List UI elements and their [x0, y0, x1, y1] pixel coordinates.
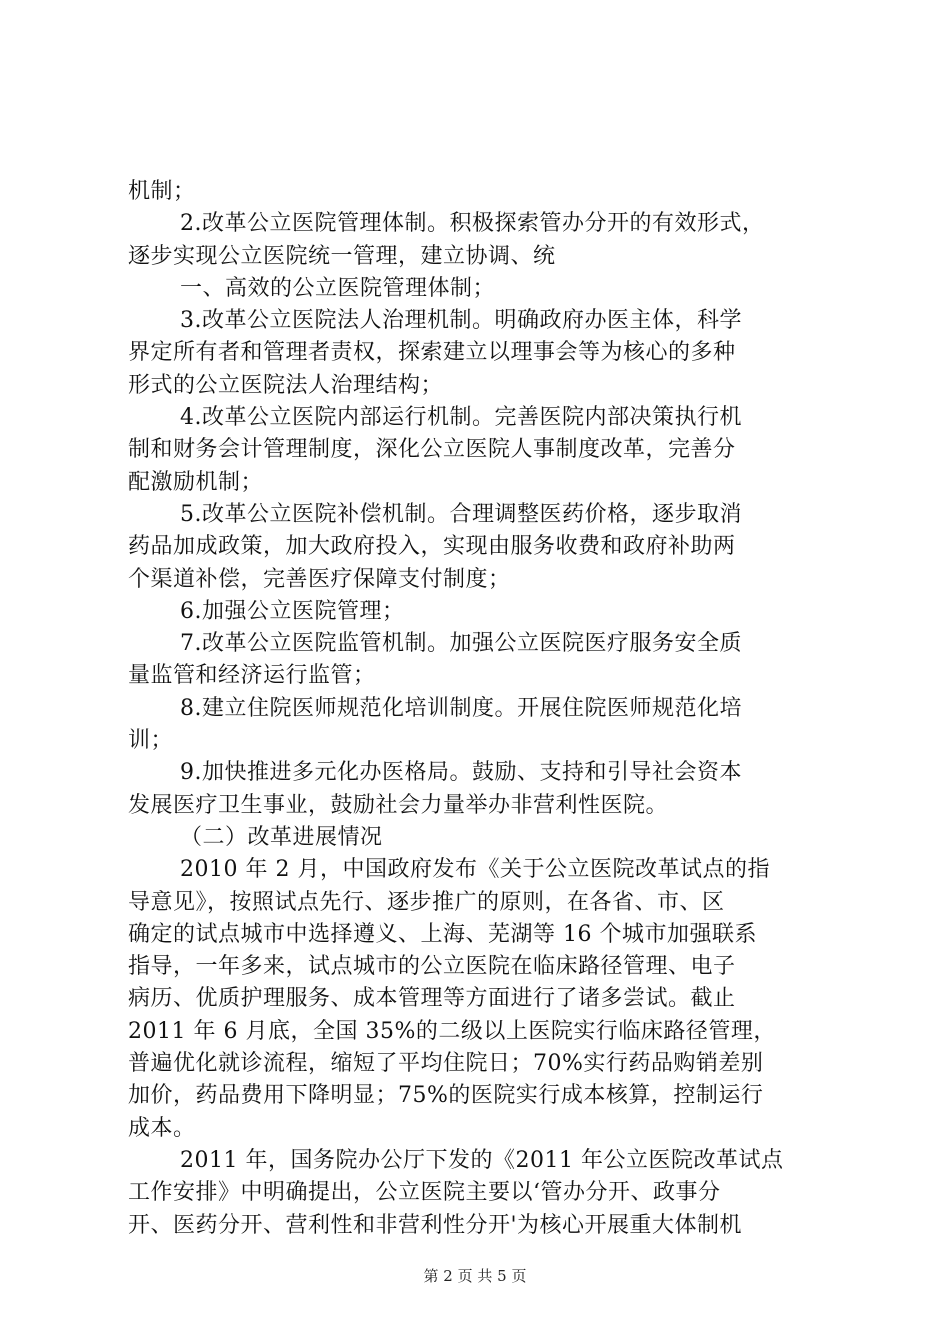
- document-body: [128, 176, 828, 1242]
- text-line: （二）改革进展情况: [180, 824, 383, 850]
- text-line: 训；: [128, 728, 174, 754]
- text-line: 8.建立住院医师规范化培训制度。开展住院医师规范化培: [180, 695, 742, 721]
- text-line: 配激励机制；: [128, 469, 264, 495]
- text-line: 形式的公立医院法人治理结构；: [128, 372, 444, 398]
- text-line: 普遍优化就诊流程，缩短了平均住院日；70%实行药品购销差别: [128, 1051, 764, 1077]
- text-line: 机制；: [128, 179, 196, 204]
- text-line: 病历、优质护理服务、成本管理等方面进行了诸多尝试。截止: [128, 986, 736, 1012]
- text-line: 7.改革公立医院监管机制。加强公立医院医疗服务安全质: [180, 631, 742, 657]
- text-line: 一、高效的公立医院管理体制；: [180, 275, 496, 301]
- text-line: 个渠道补偿，完善医疗保障支付制度；: [128, 566, 511, 592]
- text-line: 量监管和经济运行监管；: [128, 663, 376, 689]
- text-line: 9.加快推进多元化办医格局。鼓励、支持和引导社会资本: [180, 760, 742, 786]
- text-line: 6.加强公立医院管理；: [180, 598, 405, 624]
- text-line: 4.改革公立医院内部运行机制。完善医院内部决策执行机: [180, 405, 742, 431]
- text-line: 5.改革公立医院补偿机制。合理调整医药价格，逐步取消: [180, 501, 742, 527]
- text-line: 逐步实现公立医院统一管理，建立协调、统: [128, 243, 556, 269]
- text-line: 工作安排》中明确提出，公立医院主要以‘管办分开、政事分: [128, 1180, 721, 1206]
- text-line: 指导，一年多来，试点城市的公立医院在临床路径管理、电子: [128, 954, 736, 980]
- text-line: 开、医药分开、营利性和非营利性分开'为核心开展重大体制机: [128, 1212, 743, 1238]
- text-line: 药品加成政策，加大政府投入，实现由服务收费和政府补助两: [128, 534, 736, 560]
- text-line: 2010 年 2 月，中国政府发布《关于公立医院改革试点的指: [180, 857, 770, 883]
- text-line: 2011 年 6 月底，全国 35%的二级以上医院实行临床路径管理，: [128, 1018, 776, 1044]
- text-line: 导意见》，按照试点先行、逐步推广的原则，在各省、市、区: [128, 889, 725, 915]
- text-line: 加价，药品费用下降明显；75%的医院实行成本核算，控制运行: [128, 1083, 764, 1109]
- text-line: 3.改革公立医院法人治理机制。明确政府办医主体，科学: [180, 308, 742, 334]
- text-line: 成本。: [128, 1115, 196, 1141]
- text-line: 界定所有者和管理者责权，探索建立以理事会等为核心的多种: [128, 340, 736, 366]
- text-line: 2011 年，国务院办公厅下发的《2011 年公立医院改革试点: [180, 1147, 784, 1173]
- page-footer: 第 2 页 共 5 页: [423, 1267, 527, 1285]
- text-line: 发展医疗卫生事业，鼓励社会力量举办非营利性医院。: [128, 792, 669, 818]
- text-line: 制和财务会计管理制度，深化公立医院人事制度改革，完善分: [128, 437, 736, 463]
- text-line: 2.改革公立医院管理体制。积极探索管办分开的有效形式，: [180, 211, 765, 237]
- text-line: 确定的试点城市中选择遵义、上海、芜湖等 16 个城市加强联系: [128, 921, 757, 947]
